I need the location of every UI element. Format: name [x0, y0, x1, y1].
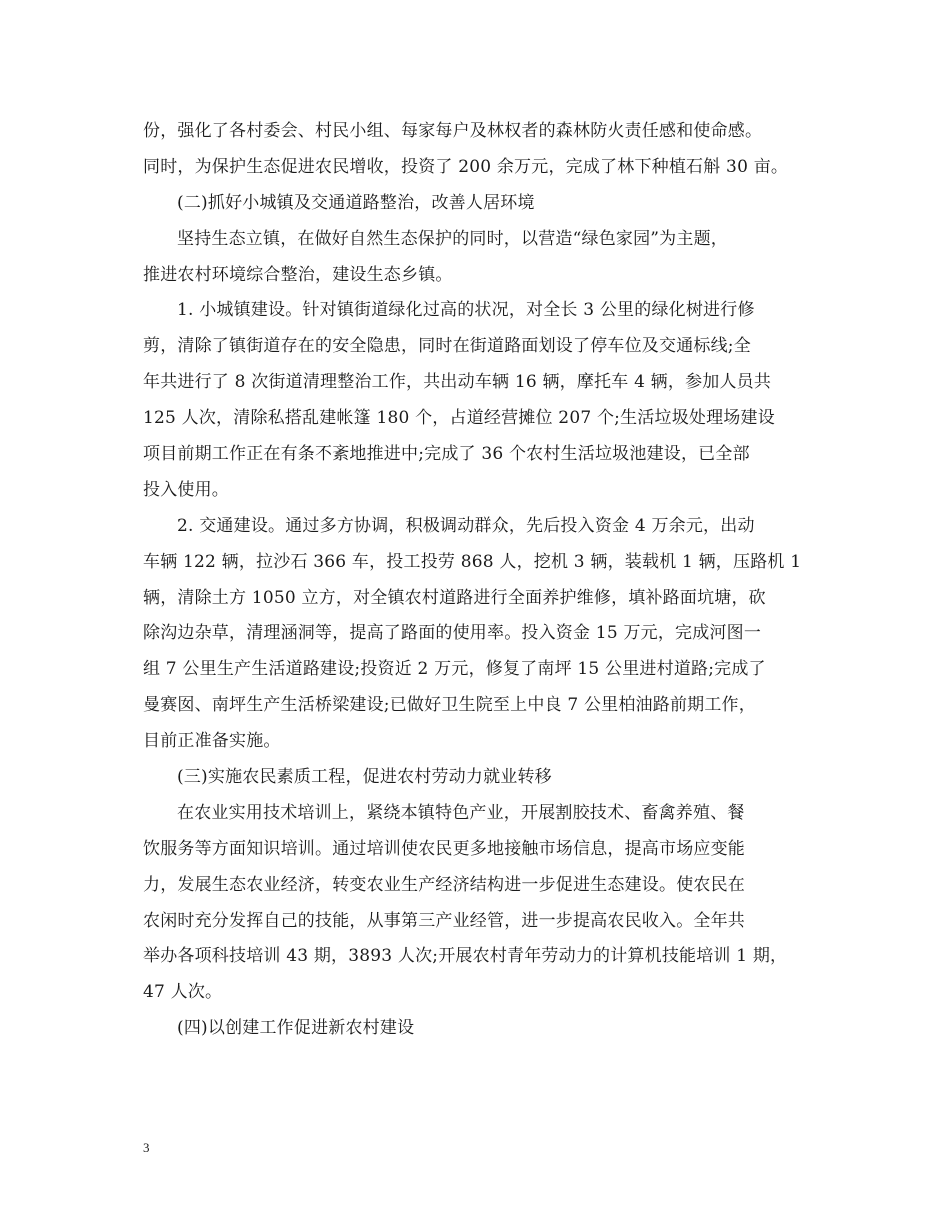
text-line: 1. 小城镇建设。针对镇街道绿化过高的状况，对全长 3 公里的绿化树进行修: [177, 300, 755, 321]
text-line: 车辆 122 辆，拉沙石 366 车，投工投劳 868 人，挖机 3 辆，装载机 1 辆，压路机 1: [143, 551, 802, 572]
text-line: 份，强化了各村委会、村民小组、每家每户及林权者的森林防火责任感和使命感。: [143, 121, 763, 141]
text-line: 目前正准备实施。: [143, 731, 281, 752]
text-line: 推进农村环境综合整治，建设生态乡镇。: [143, 264, 453, 285]
text-line: 辆，清除土方 1050 立方，对全镇农村道路进行全面养护维修，填补路面坑塘，砍: [143, 587, 766, 608]
text-line: (三)实施农民素质工程，促进农村劳动力就业转移: [177, 767, 552, 788]
text-line: (二)抓好小城镇及交通道路整治，改善人居环境: [177, 192, 535, 213]
document-body: [143, 114, 813, 1047]
text-line: 125 人次，清除私搭乱建帐篷 180 个，占道经营摊位 207 个;生活垃圾处理场建设: [143, 408, 775, 429]
text-line: 曼赛囡、南坪生产生活桥梁建设;已做好卫生院至上中良 7 公里柏油路前期工作，: [143, 695, 756, 716]
text-line: 剪，清除了镇街道存在的安全隐患，同时在街道路面划设了停车位及交通标线;全: [143, 336, 751, 357]
text-line: (四)以创建工作促进新农村建设: [177, 1018, 415, 1039]
text-line: 项目前期工作正在有条不紊地推进中;完成了 36 个农村生活垃圾池建设，已全部: [143, 444, 750, 465]
text-line: 组 7 公里生产生活道路建设;投资近 2 万元，修复了南坪 15 公里进村道路;完成了: [143, 659, 766, 680]
text-line: 举办各项科技培训 43 期，3893 人次;开展农村青年劳动力的计算机技能培训 1 期，: [143, 946, 788, 967]
text-line: 饮服务等方面知识培训。通过培训使农民更多地接触市场信息，提高市场应变能: [143, 838, 745, 859]
text-line: 投入使用。: [143, 479, 229, 500]
text-line: 47 人次。: [143, 982, 223, 1003]
text-line: 2. 交通建设。通过多方协调，积极调动群众，先后投入资金 4 万余元，出动: [177, 515, 755, 536]
text-line: 同时，为保护生态促进农民增收，投资了 200 余万元，完成了林下种植石斛 30 亩。: [143, 156, 789, 177]
text-line: 农闲时充分发挥自己的技能，从事第三产业经管，进一步提高农民收入。全年共: [143, 910, 745, 931]
text-line: 在农业实用技术培训上，紧绕本镇特色产业，开展割胶技术、畜禽养殖、餐: [177, 802, 745, 823]
text-line: 坚持生态立镇，在做好自然生态保护的同时，以营造“绿色家园”为主题，: [177, 228, 728, 249]
page-number: 3: [143, 1140, 150, 1155]
text-line: 力，发展生态农业经济，转变农业生产经济结构进一步促进生态建设。使农民在: [143, 874, 745, 895]
text-line: 除沟边杂草，清理涵洞等，提高了路面的使用率。投入资金 15 万元，完成河图一: [143, 623, 762, 644]
text-line: 年共进行了 8 次街道清理整治工作，共出动车辆 16 辆，摩托车 4 辆，参加人员共: [143, 372, 772, 393]
